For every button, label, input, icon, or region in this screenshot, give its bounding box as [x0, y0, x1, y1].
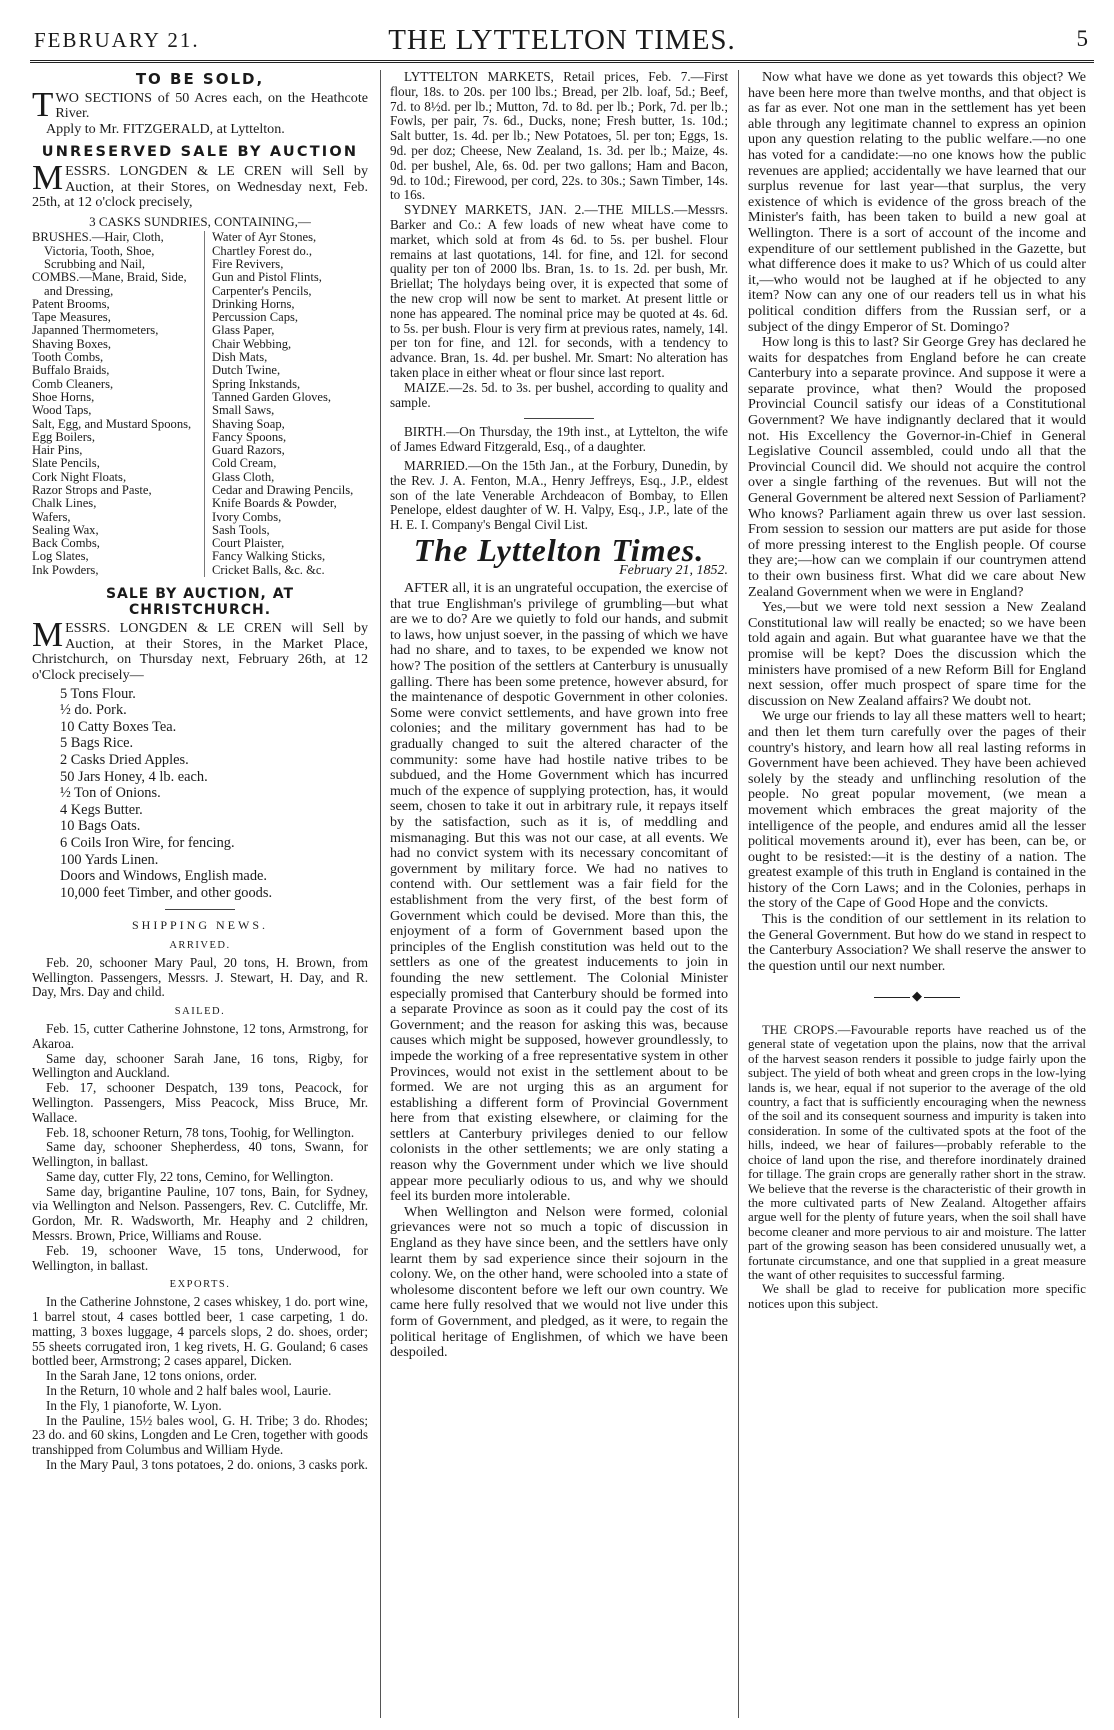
export-entry: In the Pauline, 15½ bales wool, G. H. Tribe; 3 do. Rhodes; 23 do. and 60 skins, Longden and Le Cren, together with goods transhipped from Columbus and William Hyde.	[32, 1412, 368, 1458]
sundry-item: Japanned Thermometers,	[32, 323, 159, 338]
sundry-item: Egg Boilers,	[32, 429, 95, 444]
markets-reports	[390, 70, 728, 410]
sundry-item: Cork Night Floats,	[32, 469, 127, 484]
column-divider	[380, 70, 381, 1718]
sailing-entry: Same day, schooner Sarah Jane, 16 tons, Rigby, for Wellington and Auckland.	[32, 1050, 368, 1081]
drop-cap: M	[32, 615, 64, 655]
editorial-paragraph: We urge our friends to lay all these matters well to heart; and then let them turn carefully over the pages of their country's history, and learn how all real lasting reforms in Government have been achieved. They have been achieved solely by the steady and unflinching resolution of the people. No great popular movement, (we mean a movement which embraces the great majority of the intelligence of the people, and endures amid all the lesser political movements around it), ever has been, can be, or ought to be resisted:—it is the destiny of a nation. The greatest example of this truth in England is contained in the history of the Corn Laws; and in the Colonies, perhaps in the story of the Cape of Good Hope and the convicts.	[748, 708, 1086, 912]
goods-item: 10 Bags Oats.	[60, 818, 141, 835]
sundry-item: Dish Mats,	[212, 350, 268, 365]
exports-heading: EXPORTS.	[169, 1279, 231, 1291]
sundry-item: Ivory Combs,	[212, 509, 282, 524]
editorial-paragraph: Now what have we done as yet towards this object? We have been here more than twelve months, and that object is as far as ever. Not one man in the settlement has yet been able through any legitimate channel to express an opinion upon any question relating to the public welfare.—no one has voted for a candidate:—no one knows how the public revenues are applied; accidentally we have learned that our surplus revenue for last year—that surplus, the very existence of which is evidence of the gross breach of the Minister's faith, has been taken to build a new goal at Wellington. There is a sort of account of the income and expenditure of our settlement published in the Gazette, but what difference does it make to us? Which of us could alter it,—who would not be laughed at if he objected to any item? Now can any one of our readers tell us in what his political condition differs from the Russian serf, or a subject of the dingy Emperor of St. Domingo?	[748, 70, 1086, 335]
sundry-item: Fancy Spoons,	[212, 429, 287, 444]
sundry-item: Glass Cloth,	[212, 469, 275, 484]
sailed-heading: SAILED.	[174, 1006, 226, 1018]
sundries-list	[32, 231, 368, 577]
crops-article	[748, 1023, 1086, 1311]
export-entry: In the Sarah Jane, 12 tons onions, order.	[46, 1368, 257, 1384]
sundry-item: Back Combs,	[32, 536, 100, 551]
market-report: MAIZE.—2s. 5d. to 3s. per bushel, according to quality and sample.	[390, 379, 728, 410]
sundries-left-column	[32, 231, 205, 577]
editorial-paragraph: Yes,—but we were told next session a New Zealand Constitutional law will really be enacted; so we have been told again and again. But what guarantee have we that the promise will be kept? Does the discussion which the ministers have promised of a new Reform Bill for England next session, offer much prospect of spare time for the discussion on New Zealand affairs? We doubt not.	[748, 599, 1086, 709]
sailing-entry: Feb. 17, schooner Despatch, 139 tons, Peacock, for Wellington. Passengers, Miss Peacock, Miss Bruce, Mr. Wallace.	[32, 1080, 368, 1125]
export-entry: In the Catherine Johnstone, 2 cases whiskey, 1 do. port wine, 1 barrel stout, 4 cases bottled beer, 1 case carpeting, 1 do. matting, 3 boxes luggage, 4 parcels slops, 2 do. shoes, order; 55 sheets corrugated iron, 1 keg rivets, H. G. Gouland; 6 cases bottled beer, Armstrong; 2 cases apparel, Dicken.	[32, 1294, 368, 1369]
goods-item: 10,000 feet Timber, and other goods.	[60, 884, 273, 901]
sundries-right-column	[205, 231, 368, 577]
editorial-paragraph: AFTER all, it is an ungrateful occupation, the exercise of that true Englishman's privilege of grumbling—but what are we to do? Are we quietly to fold our hands, and submit to laws, how unjust soever, in the passing of which we have had no share, and to taxes, to be expended we know not how? The position of the settlers at Canterbury is unusually galling. There has been some pretence, however absurd, for the maintenance of despotic Government in other colonies. Some were convict settlements, and have grown into free colonies; and the military government has had to be gradually changed to suit the altered character of the community: some have had hostile native tribes to be subdued, and the Home Government which has incurred much of the expence of supplying protection, has, it would seem, chosen to take it out in arbitrary rule, it repays itself by the satisfaction, such as it is, of meddling and mismanaging. But this was not our case, at all events. We had no convict system with its necessary concomitant of government by military force. We had no natives to contend with. Our settlement was a fair field for the establishment from the very first, of the best form of Government which could be devised. More than this, the enjoyment of a form of Government based upon the principles of the English constitution was held out to the settlers as one of the greatest inducements to join in founding the new settlement. The Colonial Minister especially promised that Canterbury should be formed into a separate Province as soon as it could pay the cost of its Government; and the reason for asking this was, because causes which might be supposed, however groundlessly, to impede the working of a free representative system in other Provinces, would not exist in the settlement about to be formed. We are not urging this as an argument for establishing a different form of Provincial Government here from that existing elsewhere, or claiming for the settlers at Canterbury privileges denied to our fellow colonists in the other settlements; we are only stating a reason why the Government under which we live should appear more peculiarly odious to us, and why we should feel its burden more intolerable.	[390, 580, 728, 1205]
goods-item: 6 Coils Iron Wire, for fencing.	[60, 834, 235, 851]
ad-apply-line: Apply to Mr. FITZGERALD, at Lyttelton.	[46, 120, 285, 137]
sundry-item: Shaving Soap,	[212, 416, 285, 431]
drop-cap: M	[32, 157, 64, 197]
market-report: SYDNEY MARKETS, JAN. 2.—THE MILLS.—Messrs. Barker and Co.: A few loads of new wheat have come to market, which sold at from 4s 6d. to 5s. per bushel. Flour remains at last quotations, 14l. for fine, and 12l. for second quality per ton of 2000 lbs. Bran, 1s. to 1s. 2d. per bush, Mr. Briellat; The holydays being over, it is expected that some of the new crop will now be sent to market. At present little or none has appeared. The nominal price may be quoted at 4s. 6d. to 5s. per bush. Flour is very firm at previous rates, namely, 14l. per ton for fine, and 12l. for seconds, with a tendency to advance. Bran, 1s. 4d. per bushel. Mr. Smart: No alteration has taken place in either wheat or flour since last report.	[390, 202, 728, 380]
sundry-item: Wafers,	[32, 509, 71, 524]
sundry-item: Gun and Pistol Flints,	[212, 270, 322, 285]
crops-paragraph: We shall be glad to receive for publication more specific notices upon this subject.	[748, 1282, 1086, 1311]
sailing-entry: Feb. 15, cutter Catherine Johnstone, 12 tons, Armstrong, for Akaroa.	[32, 1020, 368, 1051]
sundry-item: Chalk Lines,	[32, 496, 97, 511]
goods-item: ½ do. Pork.	[60, 702, 127, 719]
casks-heading: 3 CASKS SUNDRIES, CONTAINING,—	[89, 213, 311, 229]
ornamental-divider: ◆	[748, 988, 1086, 1005]
sundry-item: Log Slates,	[32, 549, 89, 564]
ad-heading-christchurch: SALE BY AUCTION, AT CHRISTCHURCH.	[105, 586, 295, 618]
auction-goods-list	[32, 686, 368, 902]
goods-item: 5 Tons Flour.	[60, 685, 136, 702]
sundry-item: Patent Brooms,	[32, 296, 110, 311]
shipping-news	[32, 939, 368, 1473]
sundry-item: Ink Powders,	[32, 562, 99, 577]
goods-item: 2 Casks Dried Apples.	[60, 752, 189, 768]
exports-list	[32, 1295, 368, 1473]
sundry-item: Sash Tools,	[212, 522, 270, 537]
sundry-item: Razor Strops and Paste,	[32, 482, 152, 497]
birth-notice: BIRTH.—On Thursday, the 19th inst., at Lyttelton, the wife of James Edward Fitzgerald, Esq., of a daughter.	[390, 424, 728, 455]
goods-item: ½ Ton of Onions.	[60, 785, 161, 802]
newspaper-title: THE LYTTELTON TIMES.	[388, 24, 736, 56]
sundry-item: Salt, Egg, and Mustard Spoons,	[32, 416, 192, 431]
ad-to-be-sold-text: TWO SECTIONS of 50 Acres each, on the Heathcote River.	[32, 84, 368, 124]
sundry-item: Dutch Twine,	[212, 363, 281, 378]
goods-item: 100 Yards Linen.	[60, 851, 159, 868]
header-rule	[30, 60, 1094, 63]
column-divider	[738, 70, 739, 1718]
sundry-item: Comb Cleaners,	[32, 376, 114, 391]
editorial-paragraph: How long is this to last? Sir George Grey has declared he waits for despatches from England before he can create Canterbury into a separate province. And suppose it were a separate province, what then? Would the proposed Provincial Council satisfy our ideas of a Constitutional Government? We have indignantly declared that it would not. His Excellency the Governor-in-Chief in General Legislative Council assembled, could undo all that the Provincial Council did. We should not acquire the control over a single farthing of the revenues. But will not the General Government be altered next Session of Parliament? Who knows? Parliament again threw us over last session. From session to session our matters are put aside for those of more pressing interest to the English people. Of course they are;—how can we complain if our countrymen attend to their own business first. What did we care about New Zealand Government when we were in England?	[748, 334, 1086, 600]
ad-heading-unreserved-sale: UNRESERVED SALE BY AUCTION	[41, 144, 359, 161]
sundry-item: Shaving Boxes,	[32, 336, 112, 351]
sundry-item: Sealing Wax,	[32, 522, 99, 537]
ad-christchurch-text: MESSRS. LONGDEN & LE CREN will Sell by Auction, at their Stores, in the Market Place, Christchurch, on Thursday next, February 26th, at 12 o'Clock precisely—	[32, 615, 368, 684]
sailing-entry: Feb. 19, schooner Wave, 15 tons, Underwood, for Wellington, in ballast.	[32, 1242, 368, 1273]
sailing-entry: Same day, brigantine Pauline, 107 tons, Bain, for Sydney, via Wellington and Nelson. Passengers, Rev. C. Cutcliffe, Mr. Gordon, Mr. R. Wadsworth, Mr. Heaphy and 2 children, Messrs. Brown, Price, Williams and Rouse.	[32, 1183, 368, 1244]
column-editorial-continued	[748, 70, 1086, 1718]
editorial-paragraph: This is the condition of our settlement in its relation to the General Government. But how do we stand in respect to the Canterbury Association? We shall reserve the answer to the question until our next number.	[748, 911, 1086, 974]
sundry-item: Cricket Balls, &c. &c.	[212, 562, 325, 577]
sundry-item: COMBS.—Mane, Braid, Side, and Dressing,	[32, 270, 187, 298]
sundry-item: Slate Pencils,	[32, 456, 100, 471]
issue-date: FEBRUARY 21.	[34, 28, 200, 52]
sailing-entry: Feb. 18, schooner Return, 78 tons, Toohig, for Wellington.	[46, 1124, 355, 1140]
arrived-heading: ARRIVED.	[169, 939, 231, 951]
masthead: The Lyttelton Times.	[413, 531, 705, 568]
page-number: 5	[1076, 26, 1088, 51]
sundry-item: Glass Paper,	[212, 323, 275, 338]
goods-item: 50 Jars Honey, 4 lb. each.	[60, 768, 208, 785]
column-news	[390, 70, 728, 1718]
sundry-item: Buffalo Braids,	[32, 363, 110, 378]
sundry-item: Chartley Forest do.,	[212, 243, 313, 258]
sundry-item: Water of Ayr Stones,	[212, 230, 317, 245]
sundry-item: Carpenter's Pencils,	[212, 283, 312, 298]
column-advertisements	[32, 70, 368, 1718]
sundry-item: Shoe Horns,	[32, 389, 95, 404]
sundry-item: Tanned Garden Gloves,	[212, 389, 332, 404]
page-header	[30, 22, 1094, 54]
shipping-news-heading: SHIPPING NEWS.	[131, 918, 268, 933]
sundry-item: Guard Razors,	[212, 443, 285, 458]
export-entry: In the Mary Paul, 3 tons potatoes, 2 do. onions, 3 casks pork.	[46, 1457, 368, 1473]
goods-item: 4 Kegs Butter.	[60, 801, 143, 818]
sundry-item: Tape Measures,	[32, 310, 111, 325]
arrival-entry: Feb. 20, schooner Mary Paul, 20 tons, H. Brown, from Wellington. Passengers, Messrs. J. Stewart, H. Day, and R. Day, Mrs. Day and child.	[32, 954, 368, 1000]
sundry-item: Tooth Combs,	[32, 350, 104, 365]
drop-cap: T	[32, 84, 54, 124]
sailing-entry: Same day, cutter Fly, 22 tons, Cemino, for Wellington.	[46, 1168, 334, 1184]
sailed-list	[32, 1022, 368, 1274]
arrived-list	[32, 956, 368, 1000]
sundry-item: Drinking Horns,	[212, 296, 295, 311]
crops-paragraph: THE CROPS.—Favourable reports have reached us of the general state of vegetation upon the plains, now that the arrival of the harvest season renders it possible to judge fairly upon the subject. The yield of both wheat and green crops in the low-lying lands is, we hear, equal if not superior to the average of the old country, a fact that is sufficiently encouraging when the newness of the soil and its consequent sourness and impurity is taken into consideration. In some of the cultivated spots at the foot of the hills, indeed, we hear of failures—probably referable to the choice of land upon the rise, and therefore inordinately drained for tillage. The grain crops are generally rather short in the straw. We believe that the reverse is the characteristic of their growth in the more cultivated parts of New Zealand. Altogether affairs argue well for the plenty of future years, when the soil shall have become cleaner and more pervious to air and moisture. The latter part of the growing season has been considered unusually wet, a fortunate circumstance, and one that supplied in a great measure the want of other requisites to successful farming.	[748, 1023, 1086, 1282]
section-rule	[524, 418, 594, 419]
editorial-paragraph: When Wellington and Nelson were formed, colonial grievances were not so much a topic of discussion in England as they have since been, and the settlers have only learnt them by sad experience since their sojourn in the colony. We, on the other hand, were schooled into a state of wholesome discontent before we left our own country. We came here fully resolved that we would not live under this form of Government, and pledged, as it were, to regain the political heritage of Englishmen, of which we have been despoiled.	[390, 1203, 728, 1361]
sundry-item: Fancy Walking Sticks,	[212, 549, 326, 564]
sundry-item: Hair Pins,	[32, 443, 83, 458]
sundry-item: Small Saws,	[212, 403, 275, 418]
export-entry: In the Return, 10 whole and 2 half bales wool, Laurie.	[46, 1383, 332, 1399]
sundry-item: Cold Cream,	[212, 456, 277, 471]
export-entry: In the Fly, 1 pianoforte, W. Lyon.	[46, 1397, 222, 1413]
sundry-item: BRUSHES.—Hair, Cloth, Victoria, Tooth, Shoe, Scrubbing and Nail,	[32, 230, 164, 271]
ad-unreserved-text: MESSRS. LONGDEN & LE CREN will Sell by Auction, at their Stores, on Wednesday next, Feb. 25th, at 12 o'clock precisely,	[32, 157, 368, 211]
editorial-dateline: February 21, 1852.	[619, 562, 728, 578]
sundry-item: Knife Boards & Powder,	[212, 496, 337, 511]
sundry-item: Percussion Caps,	[212, 310, 299, 325]
sundry-item: Spring Inkstands,	[212, 376, 301, 391]
market-report: LYTTELTON MARKETS, Retail prices, Feb. 7.—First flour, 18s. to 20s. per 100 lbs.; Bread, per 2lb. loaf, 5d.; Beef, 7d. to 8½d. per lb.; Mutton, 7d. to 8d. per lb.; Pork, 7d. per lb.; Fowls, per pair, 7s. 6d., Ducks, none; Fresh butter, 1s. 10d.; Salt butter, 1s. 4d. per lb.; New Potatoes, 5l. per ton; Eggs, 1s. 9d. per doz; Cheese, New Zealand, 1s. 3d. per lb.; Maize, 4s. 0d. per bushel, Ale, 6s. 0d. per two gallons; Ham and Bacon, 9d. to 10d.; Firewood, per cord, 22s. to 30s.; Sawn Timber, 14s. to 16s.	[390, 70, 728, 203]
goods-item: 5 Bags Rice.	[60, 735, 134, 752]
sundry-item: Fire Revivers,	[212, 256, 284, 271]
editorial-article	[390, 581, 728, 1361]
sundry-item: Chair Webbing,	[212, 336, 292, 351]
goods-item: 10 Catty Boxes Tea.	[60, 718, 177, 735]
ad-heading-to-be-sold: TO BE SOLD,	[135, 70, 265, 88]
sundry-item: Cedar and Drawing Pencils,	[212, 482, 354, 497]
section-rule	[165, 909, 235, 910]
marriage-notice: MARRIED.—On the 15th Jan., at the Forbury, Dunedin, by the Rev. J. A. Fenton, M.A., Henry Jeffreys, Esq., J.P., eldest son of the late Venerable Archdeacon of Bombay, to Ellen Penelope, eldest daughter of W. H. Valpy, Esq., J.P., late of the H. E. I. Company's Bengal Civil List.	[390, 457, 728, 533]
sundry-item: Court Plaister,	[212, 536, 285, 551]
sundry-item: Wood Taps,	[32, 403, 92, 418]
goods-item: Doors and Windows, English made.	[60, 868, 267, 885]
sailing-entry: Same day, schooner Shepherdess, 40 tons, Swann, for Wellington, in ballast.	[32, 1139, 368, 1170]
editorial-continuation	[748, 70, 1086, 974]
